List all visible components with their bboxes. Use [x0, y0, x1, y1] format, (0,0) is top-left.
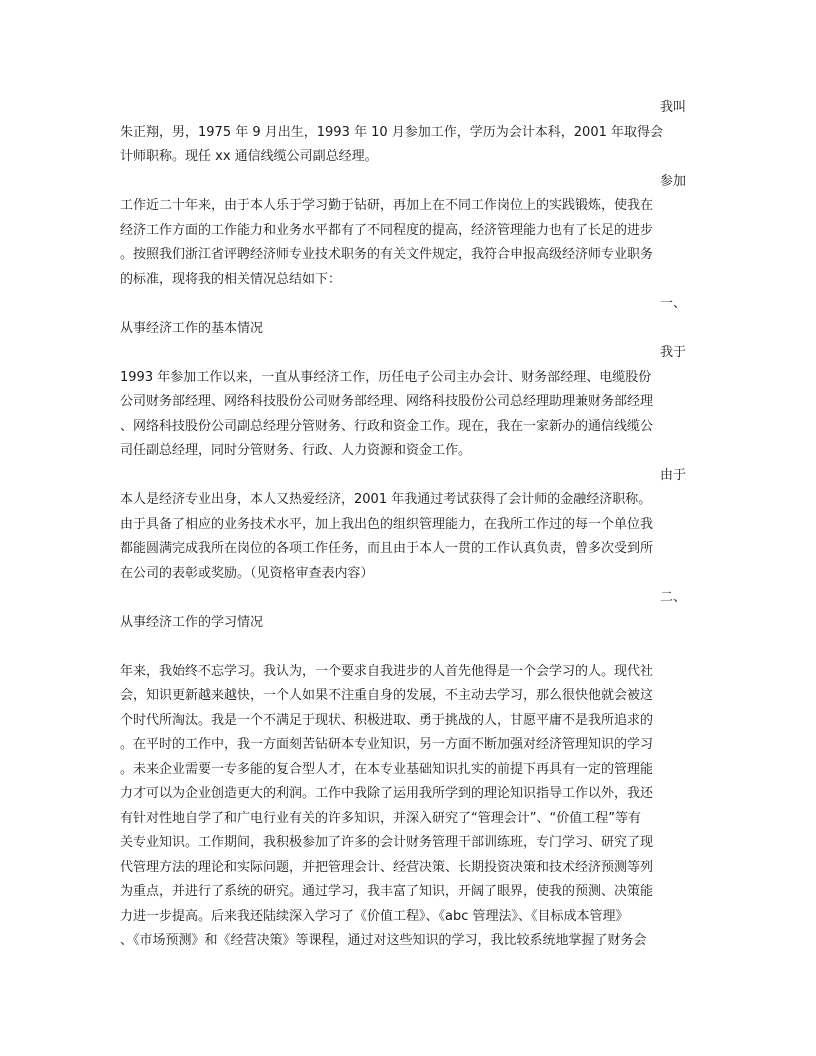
section-heading: 从事经济工作的基本情况 — [120, 321, 264, 336]
text-line: 力才可以为企业创造更大的利润。工作中我除了运用我所学到的理论知识指导工作以外，我还 — [120, 786, 654, 801]
text-line: 公司财务部经理、网络科技股份公司财务部经理、网络科技股份公司总经理助理兼财务部经理 — [120, 394, 654, 409]
text-line: 朱正翔，男，1975 年 9 月出生，1993 年 10 月参加工作，学历为会计本科，2001 年取得会 — [120, 125, 663, 140]
para-lead-text: 我于 — [659, 345, 686, 360]
text-line: 本人是经济专业出身，本人又热爱经济，2001 年我通过考试获得了会计师的金融经济职称。 — [120, 492, 652, 507]
text-line: 工作近二十年来，由于本人乐于学习勤于钻研，再加上在不同工作岗位上的实践锻炼，使我在 — [120, 198, 654, 213]
text-line: 、《市场预测》和《经营决策》等课程，通过对这些知识的学习，我比较系统地掌握了财务会 — [120, 933, 647, 948]
text-line: 年来，我始终不忘学习。我认为，一个要求自我进步的人首先他得是一个会学习的人。现代社 — [120, 664, 654, 679]
text-line: 经济工作方面的工作能力和业务水平都有了不同程度的提高，经济管理能力也有了长足的进步 — [120, 223, 654, 238]
text-line: 在公司的表彰或奖励。（见资格审查表内容） — [120, 566, 374, 581]
text-line: 司任副总经理，同时分管财务、行政、人力资源和资金工作。 — [120, 443, 472, 458]
text-line: 。未来企业需要一专多能的复合型人才，在本专业基础知识扎实的前提下再具有一定的管理能 — [120, 762, 654, 777]
para-lead-text: 参加 — [659, 174, 686, 189]
section-number: 二、 — [659, 590, 686, 605]
text-line: 的标准，现将我的相关情况总结如下： — [120, 272, 342, 287]
text-line: 计师职称。现任 xx 通信线缆公司副总经理。 — [120, 149, 378, 164]
text-line: 代管理方法的理论和实际问题，并把管理会计、经营决策、长期投资决策和技术经济预测等列 — [120, 860, 654, 875]
text-line: 个时代所淘汰。我是一个不满足于现状、积极进取、勇于挑战的人，甘愿平庸不是我所追求的 — [120, 713, 654, 728]
text-line: 为重点，并进行了系统的研究。通过学习，我丰富了知识，开阔了眼界，使我的预测、决策能 — [120, 884, 654, 899]
section-number: 一、 — [659, 296, 686, 311]
text-line: 会，知识更新越来越快，一个人如果不注重自身的发展，不主动去学习，那么很快他就会被这 — [120, 688, 654, 703]
text-line: 关专业知识。工作期间，我积极参加了许多的会计财务管理干部训练班，专门学习、研究了现 — [120, 835, 654, 850]
text-line: 由于具备了相应的业务技术水平，加上我出色的组织管理能力，在我所工作过的每一个单位我 — [120, 517, 654, 532]
text-line: 。在平时的工作中，我一方面刻苦钻研本专业知识，另一方面不断加强对经济管理知识的学习 — [120, 737, 654, 752]
text-line: 1993 年参加工作以来，一直从事经济工作，历任电子公司主办会计、财务部经理、电缆股份 — [120, 370, 652, 385]
para-lead-text: 由于 — [659, 468, 686, 483]
text-line: 有针对性地自学了和广电行业有关的许多知识，并深入研究了“管理会计”、“价值工程”等有 — [120, 811, 641, 826]
text-line: 、网络科技股份公司副总经理分管财务、行政和资金工作。现在，我在一家新办的通信线缆公 — [120, 419, 654, 434]
text-line: 力进一步提高。后来我还陆续深入学习了《价值工程》、《abc 管理法》、《目标成本管理》 — [120, 909, 629, 924]
text-line: 都能圆满完成我所在岗位的各项工作任务，而且由于本人一贯的工作认真负责，曾多次受到所 — [120, 541, 654, 556]
para-lead-text: 我叫 — [659, 100, 686, 115]
section-heading: 从事经济工作的学习情况 — [120, 615, 264, 630]
text-line: 。按照我们浙江省评聘经济师专业技术职务的有关文件规定，我符合申报高级经济师专业职务 — [120, 247, 654, 262]
